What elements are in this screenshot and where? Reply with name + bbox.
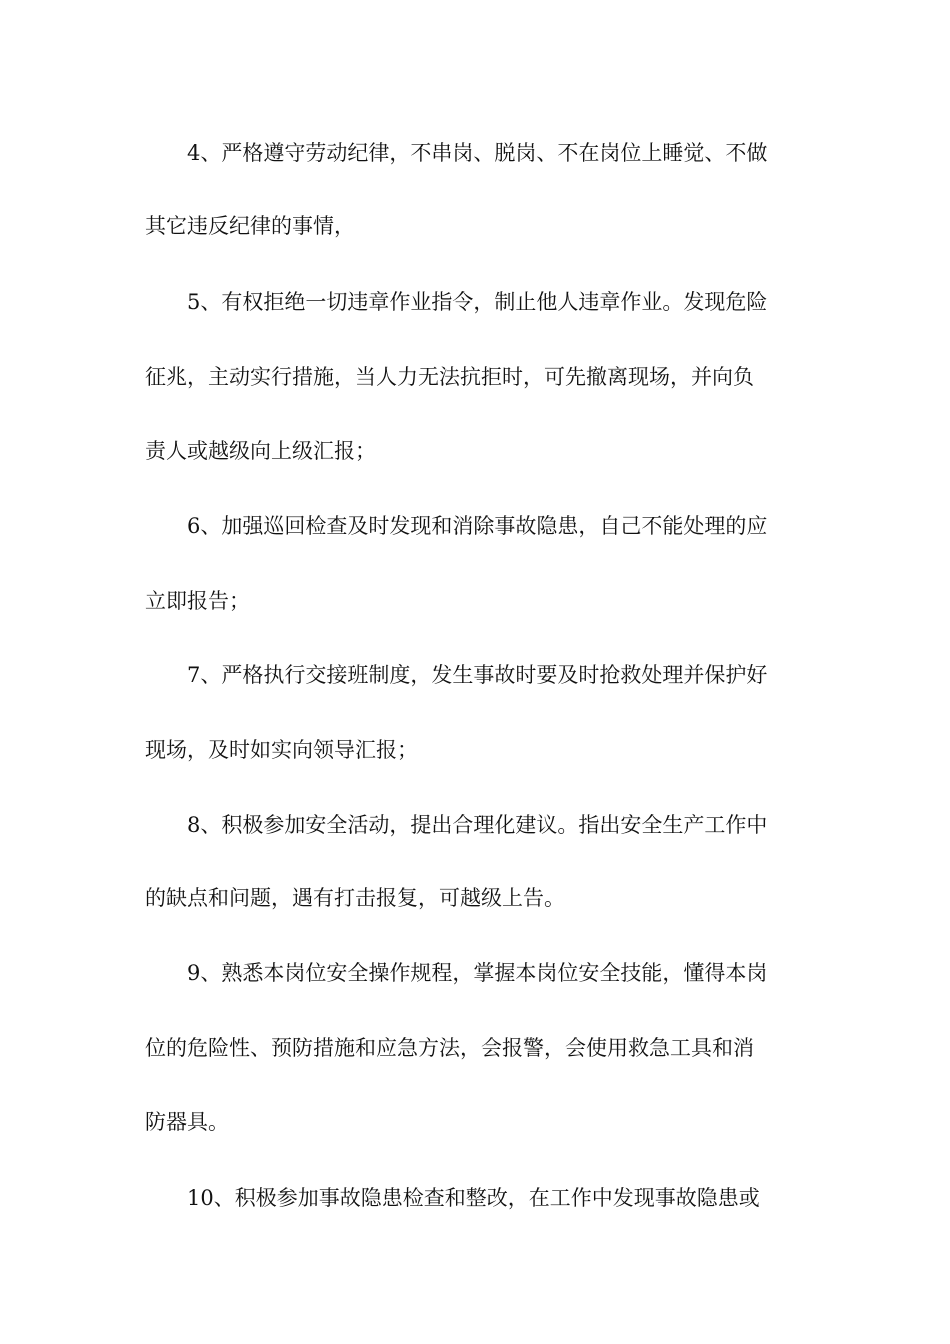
paragraph-4-line-2: 其它违反纪律的事情， [145, 214, 355, 238]
paragraph-7-line-2: 现场，及时如实向领导汇报； [145, 738, 418, 762]
paragraph-10-line-1: 10、积极参加事故隐患检查和整改，在工作中发现事故隐患或 [187, 1186, 760, 1210]
paragraph-8-line-2: 的缺点和问题，遇有打击报复，可越级上告。 [145, 886, 565, 910]
paragraph-6-line-2: 立即报告； [145, 589, 250, 613]
paragraph-8-line-1: 8、积极参加安全活动，提出合理化建议。指出安全生产工作中 [187, 813, 768, 837]
paragraph-5-line-3: 责人或越级向上级汇报； [145, 439, 376, 463]
paragraph-5-line-2: 征兆，主动实行措施，当人力无法抗拒时，可先撤离现场，并向负 [145, 365, 754, 389]
paragraph-7-line-1: 7、严格执行交接班制度，发生事故时要及时抢救处理并保护好 [187, 663, 768, 687]
paragraph-4-line-1: 4、严格遵守劳动纪律，不串岗、脱岗、不在岗位上睡觉、不做 [187, 141, 768, 165]
paragraph-6-line-1: 6、加强巡回检查及时发现和消除事故隐患，自己不能处理的应 [187, 514, 768, 538]
paragraph-9-line-1: 9、熟悉本岗位安全操作规程，掌握本岗位安全技能，懂得本岗 [187, 961, 768, 985]
paragraph-5-line-1: 5、有权拒绝一切违章作业指令，制止他人违章作业。发现危险 [187, 290, 768, 314]
paragraph-9-line-2: 位的危险性、预防措施和应急方法，会报警，会使用救急工具和消 [145, 1036, 754, 1060]
paragraph-9-line-3: 防器具。 [145, 1110, 229, 1134]
